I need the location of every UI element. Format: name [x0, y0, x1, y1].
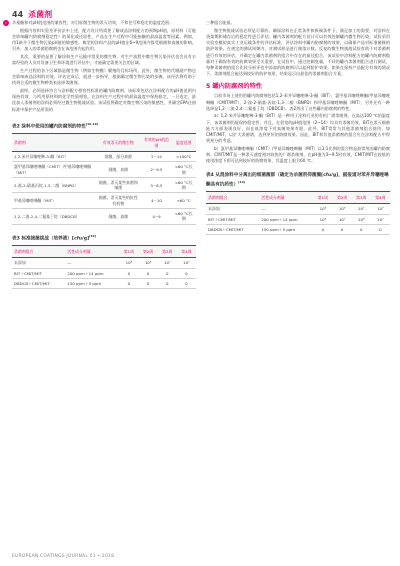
continue-marker-icon: ›	[3, 20, 9, 26]
cell: 0	[119, 279, 138, 289]
table3-caption-text: 表3 标准接菌挑战（培养液）[cfu/g]	[12, 236, 90, 242]
column-header: 第2周	[139, 246, 158, 258]
column-header: 第3周	[352, 192, 371, 204]
paragraph: 生产过程的各个区域都是微生物（例如生物膜）繁殖的目标场所，此外，微生物的代谢副产物也会影响成品涂料的功效，评估完成后，就进一步指导，根据确定微生物污染的步骤，该评估将有助于找到合适的微生物种类来选择杀菌剂。	[12, 67, 196, 86]
column-header: 杀菌剂	[12, 134, 95, 152]
cell: 4~9	[142, 209, 172, 225]
table-header-row	[206, 192, 390, 204]
cell: 10⁷	[158, 258, 177, 268]
table-row	[206, 204, 390, 214]
column-header: 温度范围	[171, 134, 196, 152]
cell: 细菌，杀灭某些的抗性有机物	[95, 193, 142, 209]
column-header: 活性成分剂量	[65, 246, 119, 258]
cell: —	[259, 204, 313, 214]
section-title: 杀菌剂	[28, 9, 53, 19]
paragraph: 最终，必须选择符合与涂料配方相容性标准的罐内防腐剂。该标准包括在涂料配方的pH值范围内保持有效，与所用原材料的化学性质相容，在涂料生产过程中的最高温度中保持稳定，一旦选定，最佳加入杀菌剂的涂料必须经过微生物挑战试验。该试验将确定对微生物污染的敏感性，并确定EPA注册标准中保护产品所需的	[12, 88, 196, 112]
cell: 10⁶	[352, 214, 371, 224]
column-header: 杀菌剂组合	[206, 192, 259, 204]
cell: —	[65, 258, 119, 268]
cell: 0	[139, 268, 158, 278]
cell: 10⁷	[333, 214, 352, 224]
cell: 0	[119, 268, 138, 278]
paragraph: 其次，重要的是要了解涂料生产运输中常见的微生物，对生产流程中微生物污染评估也会具有丰富经验的人员对设备卫生和环境进行评估中，才能确定需要关注的区域。	[12, 54, 196, 66]
cell: 1,2-二溴-2,4-二氰基丁烷（DBDCB）	[12, 209, 95, 225]
section-heading: 5 罐内防腐剂的特性	[206, 83, 262, 91]
cell: <60 °C长期	[171, 209, 196, 225]
paragraph: 三种组合能最。	[206, 20, 235, 25]
column-header: 第4周	[177, 246, 196, 258]
cell: 0	[139, 279, 158, 289]
cell: 0	[158, 279, 177, 289]
cell: <60 °C	[171, 193, 196, 209]
table-header-row	[12, 246, 196, 258]
right-column	[206, 20, 390, 235]
cell: 细菌，真菌	[95, 209, 142, 225]
page-number: 44	[12, 9, 24, 19]
table-row	[206, 214, 390, 224]
cell: <100°C	[171, 151, 196, 161]
cell: 0	[177, 268, 196, 278]
column-header: 第3周	[158, 246, 177, 258]
table-header-row	[12, 134, 196, 152]
cell: 150 ppm＋5 ppm	[259, 224, 313, 234]
column-header: 有效杀灭的微生物	[95, 134, 142, 152]
cell: 未添加	[12, 258, 65, 268]
cell: 150 ppm＋5 ppm	[65, 279, 119, 289]
table3-caption	[12, 233, 196, 243]
cell: 200 ppm＋14 ppm	[65, 268, 119, 278]
table4-caption-text: 表4 从混涂料中分离出的细菌菌群（确定为杀菌剂抑菌圈[cfu/g]，据报道对苯并异噻唑啉酮具有抗药性）	[206, 172, 389, 188]
column-header: 活性成分剂量	[259, 192, 313, 204]
cell: 细菌，杀灭某些真菌和细菌	[95, 177, 142, 193]
cell: DBDCB＋CMIT/MIT	[12, 279, 65, 289]
cell: 10⁷	[371, 204, 390, 214]
left-column	[5, 20, 196, 289]
table-row	[12, 193, 196, 209]
table2-ref: [16-18]	[85, 121, 99, 126]
cell: 细菌，真菌	[95, 162, 142, 178]
cell: 10⁷	[352, 204, 371, 214]
table4	[206, 191, 390, 235]
page-footer: EUROPEAN COATINGS JOURNAL 01 • 2018	[12, 554, 115, 559]
cell: 10⁶	[333, 204, 352, 214]
cell: 0	[352, 224, 371, 234]
table2-caption-text: 表2 涂料中使用的罐内防腐剂的特性	[12, 124, 86, 130]
cell: 0	[371, 224, 390, 234]
first-paragraph-wrap	[5, 20, 196, 26]
paragraph: 辛基酯和对pH值范围的兼容性，对目标微生物的杀灭功效，不和苍号和稳定的温度范围。	[12, 20, 174, 25]
cell: 5~8.5	[142, 177, 172, 193]
cell: 10⁶	[313, 214, 332, 224]
paragraph: b）氯甲基异噻唑啉酮（CMIT）/甲基异噻唑啉酮（MIT）以3:1比例的混合物是最常用的罐内防腐剂。CMIT/MIT是一种杀灭速度相对较快的广谱杀菌剂，在pH值为3~9.5时有效，CMIT/MIT在较低的使用浓度下即可达到较好的防腐效果，其温度上限为60 ℃。	[206, 145, 390, 164]
table-row	[12, 151, 196, 161]
cell: 0	[313, 224, 332, 234]
column-header: 杀菌剂组合	[12, 246, 65, 258]
cell: 4~10	[142, 193, 172, 209]
cell: 10⁶	[119, 258, 138, 268]
table2-caption	[12, 121, 196, 131]
column-header: 第2周	[333, 192, 352, 204]
table4-caption	[206, 173, 390, 189]
cell: BIT＋CMIT/MIT	[206, 214, 259, 224]
cell: 2-溴-2-硝基丙烷-1,3-二醇（BNPD）	[12, 177, 95, 193]
paragraph: a）1,2-苯并异噻唑啉-3-酮（BIT）是一种用于涂料行业的有机广谱杀菌剂，在高达100 ℃的温度下，该杀菌剂仍能保持稳定性，并且，在很宽的pH值范围（2~14）均具有杀菌功效，BIT在杀灭细菌能力方面表现良好，而在低浓度下对真菌效果有限。此外，BIT常常与其他杀菌剂组合使用，如CMIT/MIT，以扩大杀菌谱，达到更好的防腐效果。因此，BIT和其他杀菌剂的组合应在涂料配方中得到充分的考虑。	[206, 113, 390, 144]
cell: 10⁶	[139, 258, 158, 268]
cell: 0	[333, 224, 352, 234]
cell: 2~14	[142, 151, 172, 161]
table2	[12, 133, 196, 224]
column-header: 有效的pH值范围	[142, 134, 172, 152]
cell: 未添加	[206, 204, 259, 214]
cell: BIT＋CMIT/MIT	[12, 268, 65, 278]
table-row	[12, 258, 196, 268]
cell: DBDCB＋CMIT/MIT	[206, 224, 259, 234]
paragraph: 根据内容和实验室评价法中上述，配方设计所需要了解或品涂料配方的预期pH值，原材料（可能会影响罐内防腐剂稳定性）的氧化或还原性，产品在生产过程中可能接触的最高温度等因素。例如，用1新介于微生物污染pH值的敏感性。典型的涂料产品的pH值在6~9范围内都受细菌和真菌的影响，另外，加入的杀菌防腐剂也在该范围内起作用。	[12, 27, 196, 52]
cell: <60 °C长期	[171, 162, 196, 178]
cell: 氯甲基异噻唑啉酮（CMIT）/甲基异噻唑啉酮（MIT）	[12, 162, 95, 178]
table-row	[12, 209, 196, 225]
cell: 细菌，部分真菌	[95, 151, 142, 161]
table-row	[12, 162, 196, 178]
cell: 200 ppm＋14 ppm	[259, 214, 313, 224]
cell: 0	[177, 279, 196, 289]
cell: <60 °C长期	[171, 177, 196, 193]
cell: 甲基异噻唑啉酮（MIT）	[12, 193, 95, 209]
table4-ref: [19]	[238, 179, 246, 184]
table3-ref: [19]	[89, 233, 97, 238]
cell: 10⁷	[371, 214, 390, 224]
paragraph: 目前市场上使用的罐内防腐剂包括1,2-苯并异噻唑啉-3-酮（BIT）、氯甲基异噻唑啉酮/甲基异噻唑啉酮（CMIT/MIT）、2-溴-2-硝基-丙烷-1,3-二醇（BNPD）和甲基异噻唑啉酮（MIT），另外还有一种选择是1,2-二溴-2,4-二氰基丁烷（DBDCB）。表2列出了这些罐内防腐剂的特性。	[206, 93, 390, 111]
column-header: 第1周	[313, 192, 332, 204]
cell: 0	[158, 268, 177, 278]
table-row	[12, 279, 196, 289]
table3	[12, 245, 196, 289]
paragraph: 微生物挑战试验必须是可靠的，确保涂料在正常条件和极端条件下，满足加工的需要，对涂料在货架期和储存后的稳定性进行评估。罐内杀菌剂的配方设计可以有效控制罐内微生物污染。试验采用实验室模拟真实工业运输条件的评估标准，评估涂料中罐内防腐剂的效果，以确保产品对标准菌株的防护效果。在规定的测试周期内，对测试样品进行菌落计数。反复的微生物挑战试验有助于对杀菌剂进行有效的评估，并确定在罐内杀菌剂的组合中存在的最佳组合，该试验中涂料配方的罐内防腐剂数量对于确保有效的防腐效果至关重要，在试验中，通过控制变量，不同的罐内杀菌剂组合进行测试，每种杀菌剂的组合比较分析评估中添加的防腐剂可以起到防护效果。如果在保持产品配方有效的情况下，杀菌剂组合能达到较好的防护效果，结果显示出最佳的杀菌剂组合方案。	[206, 27, 390, 77]
table-row	[12, 177, 196, 193]
page-header	[12, 7, 52, 21]
cell: 10⁷	[177, 258, 196, 268]
column-header: 第1周	[119, 246, 138, 258]
cell: 1,2-苯并异噻唑啉-3-酮（BIT）	[12, 151, 95, 161]
cell: 10⁶	[313, 204, 332, 214]
table-row	[12, 268, 196, 278]
table-row	[206, 224, 390, 234]
column-header: 第4周	[371, 192, 390, 204]
cell: 2~9.5	[142, 162, 172, 178]
